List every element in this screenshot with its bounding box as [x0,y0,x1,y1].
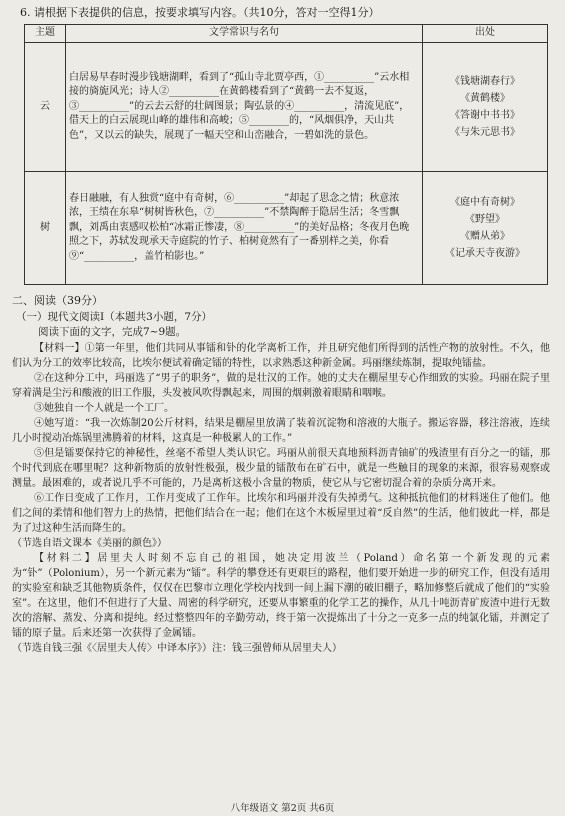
material-two: 【材料二】居里夫人时刻不忘自己的祖国，她决定用波兰（Poland）命名第一个新发现的元素为“钋”（Polonium），另一个新元素为“镭”。科学的攀登还有更艰巨的路程，他们要开始进一步的研究工作，但没有适用的实验室和缺乏其他物质条件，仅仅在巴黎市立理化学校内找到一间上漏下潮的破旧棚子，略加修整后就成了他们的“实验室”。在这里，他们不但进行了大量、周密的科学研究，还要从事繁重的化学工艺的操作，从几十吨沥青矿废渣中进行无数次的溶解、蒸发、分离和提纯。经过整整四年的辛勤劳动，终于第一次提炼出了十分之一克多一点的纯氯化镭，并测定了镭的原子量。后来还第一次获得了金属镭。 [12,553,550,639]
paragraph: 【材料一】①第一年里，他们共同从事镭和钋的化学离析工作，并且研究他们所得到的活性产物的放射性。不久，他们认为分工的效率比较高，比埃尔便试着确定镭的特性，以求熟悉这种新金属。玛丽继续炼制，提取纯镭盐。 [12,343,550,369]
source-cell [423,43,548,172]
source-item: 《黄鹤楼》 [460,93,510,104]
topic-cell: 树 [25,172,66,285]
source-item: 《野望》 [465,214,505,225]
header-topic: 主题 [25,25,66,43]
material-two-source: （节选自钱三强《〈居里夫人传〉中译本序》）注：钱三强曾师从居里夫人） [12,643,342,654]
paragraph: ⑤但是镭要保持它的神秘性，丝毫不希望人类认识它。玛丽从前很天真地预料沥青铀矿的残渣里有百分之一的镭，那个时代到底在哪里呢？这种新物质的放射性极强，极少量的镭散布在矿石中，就是一些触目的现象的来源，很容易观察或测量。最困难的，或者说几乎不可能的，乃是离析这极小含量的物质，使它从与它密切混合着的杂质分离开来。 [12,448,550,489]
literature-table [24,24,548,285]
header-content: 文学常识与名句 [66,25,423,43]
paragraph: ②在这种分工中，玛丽选了“男子的职务”，做的是壮汉的工作。她的丈夫在棚屋里专心作细致的实验。玛丽在院子里穿着满是尘污和酸液的旧工作服，头发被风吹得飘起来，周围的烟刺激着眼睛和咽喉。 [12,373,550,399]
content-cell [66,43,423,172]
source-item: 《赠从弟》 [460,231,510,242]
source-item: 《答谢中书书》 [450,110,520,121]
topic-cell: 云 [25,43,66,172]
source-item: 《庭中有奇树》 [450,197,520,208]
paragraph: ④她写道：“我一次炼制20公斤材料，结果是棚屋里放满了装着沉淀物和溶液的大瓶子。搬运容器，移注溶液，连续几小时搅动冶炼锅里沸腾着的材料，这真是一种极累人的工作。” [12,418,550,444]
content-text: 白居易早春时漫步钱塘湖畔，看到了“孤山寺北贾亭西，①__________”云水相接的旖旎风光；诗人②__________在黄鹤楼看到了“黄鹤一去不复返，③__________”的云去云舒的壮阔图景；陶弘景的④__________，清流见底”，借天上的白云展现山峰的雄伟和高峻；⑤________的，“风烟俱净，天山共色”，又以云的缺失，展现了一幅天空和山峦融合，一碧如洗的景色。 [69,71,410,141]
source-item: 《钱塘湖春行》 [450,76,520,87]
sub-section-title: （一）现代文阅读Ⅰ（本题共3小题，7分） [16,311,213,323]
paragraph: ⑥工作日变成了工作月，工作月变成了工作年。比埃尔和玛丽并没有失掉勇气。这种抵抗他们的材料迷住了他们。他们之间的柔情和他们智力上的热情，把他们结合在一起；他们在这个木板屋里过着“反自然”的生活，他们彼此一样，都是为了过这种生活而降生的。 [12,493,550,534]
paragraph: ③她独自一个人就是一个工厂。 [34,403,174,414]
material-one [12,341,550,656]
source-cell [423,172,548,285]
reading-instruction: 阅读下面的文字，完成7~9题。 [38,326,187,338]
question-6-title: 6. 请根据下表提供的信息，按要求填写内容。（共10分，答对一空得1分） [20,6,380,19]
table-row [25,43,548,172]
source-item: 《记承天寺夜游》 [445,248,525,259]
content-cell [66,172,423,285]
source-item: 《与朱元思书》 [450,127,520,138]
table-row [25,172,548,285]
content-text: 春日融融，有人独赏“庭中有奇树，⑥__________”却起了思念之情；秋意浓浓，王绩在东皋“树树皆秋色，⑦__________”不禁陶醉于隐居生活；冬雪飘飘，刘禹由衷感叹松柏“冰霜正惨凄，⑧__________”的美好品格；冬夜月色晚照之下，苏轼发现承天寺庭院的竹子、柏树竟然有了一番别样之美，你看⑨“__________，盖竹柏影也。” [69,192,410,262]
material-one-source: （节选自语文课本《美丽的颜色》） [12,538,167,549]
reading-section-title: 二、阅读（39分） [12,294,103,307]
header-source: 出处 [423,25,548,43]
page-footer: 八年级语文 第2页 共6页 [230,803,335,814]
table-header-row [25,25,548,43]
